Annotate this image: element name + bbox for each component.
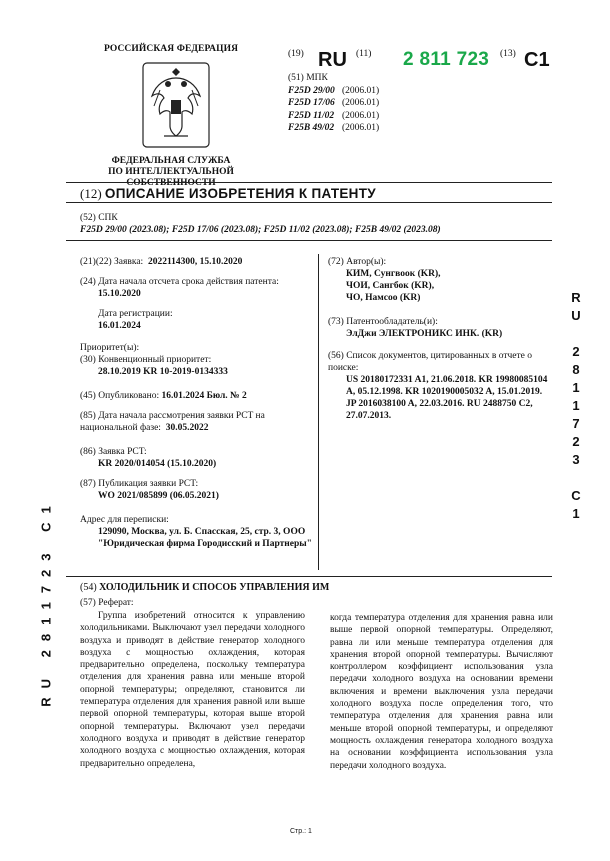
field-86: (86) Заявка PCT: KR 2020/014054 (15.10.2020) — [80, 447, 217, 469]
divider — [66, 240, 552, 241]
patent-number: 2 811 723 — [403, 49, 490, 70]
divider — [66, 576, 552, 577]
author: ЧО, Намсоо (KR) — [346, 293, 421, 303]
priority-block: Приоритет(ы): (30) Конвенционный приоритет: 28.10.2019 KR 10-2019-0134333 — [80, 343, 228, 377]
inid-code-11: (11) — [356, 49, 372, 59]
field-87: (87) Публикация заявки PCT: WO 2021/085899 (06.05.2021) — [80, 479, 219, 501]
country-name: РОССИЙСКАЯ ФЕДЕРАЦИЯ — [104, 44, 239, 54]
divider — [66, 202, 552, 203]
side-patent-number-right: R U 2 8 1 1 7 2 3 C 1 — [571, 290, 581, 521]
coat-of-arms-emblem — [142, 62, 210, 148]
abstract-text-left: Группа изобретений относится к управлению холодильниками. Выключают узел передачи холодного воздуха и приводят в действие генератор холодного воздуха с мощностью охлаждения, которая предварительно определена, поскольку температура отделения для хранения равна или меньше второй опорной температуры; определяют, становится ли температура отделения для хранения равной или выше первой опорной температуры, которая выше второй опорной температуры. Включают узел передачи холодного воздуха и приводят в действие генератор холодного воздуха с мощностью охлаждения, которая предварительно определена, — [80, 611, 305, 769]
field-56: (56) Список документов, цитированных в отчете о поиске: US 20180172331 A1, 21.06.2018. KR 19980085104 A, 05.12.1998. KR 1020190005032 A, 15.01.2019. JP 2016038100 A, 22.03.2016. RU 2488750 C2, 27.07.2013. — [328, 351, 548, 421]
kind-code: C1 — [524, 49, 550, 71]
field-73: (73) Патентообладатель(и): ЭлДжи ЭЛЕКТРОНИКС ИНК. (KR) — [328, 317, 503, 339]
ipc-label: (51) МПК — [288, 73, 328, 83]
inid-code-19: (19) — [288, 49, 304, 59]
side-patent-number-left: RU 2811723 C1 — [38, 497, 54, 707]
field-21-22: (21)(22) Заявка: 2022114300, 15.10.2020 — [80, 257, 243, 267]
abstract-text-right: когда температура отделения для хранения равна или выше первой опорной температуры. Определяют, равна ли или меньше температура отделения для хранения второй опорной температуры. Вычисляют контроллером коэффициент использования узла передачи холодного воздуха на основании времени включения и времени выключения узла передачи холодного воздуха после определения того, что температура отделения для хранения равна или меньше второй опорной температуры, и определяют мощность охлаждения генератора холодного воздуха на основании коэффициента использования узла передачи холодного воздуха. — [330, 613, 553, 771]
agency-name: ФЕДЕРАЛЬНАЯ СЛУЖБА ПО ИНТЕЛЛЕКТУАЛЬНОЙ СОБСТВЕННОСТИ — [108, 156, 234, 188]
page-number: Стр.: 1 — [290, 828, 312, 835]
spk-block: (52) СПК F25D 29/00 (2023.08); F25D 17/06 (2023.08); F25D 11/02 (2023.08); F25B 49/02 (2023.08) — [80, 213, 441, 235]
abstract-label: (57) Реферат: — [80, 598, 134, 608]
field-45: (45) Опубликовано: 16.01.2024 Бюл. № 2 — [80, 391, 247, 401]
author: КИМ, Сунгвоок (KR), — [346, 269, 441, 279]
field-24: (24) Дата начала отсчета срока действия патента: 15.10.2020 — [80, 277, 279, 299]
invention-title: (54) ХОЛОДИЛЬНИК И СПОСОБ УПРАВЛЕНИЯ ИМ — [80, 582, 330, 593]
column-divider — [318, 254, 319, 570]
author: ЧОИ, Сангбок (KR), — [346, 281, 435, 291]
document-title: (12) ОПИСАНИЕ ИЗОБРЕТЕНИЯ К ПАТЕНТУ — [80, 186, 376, 201]
ipc-row: F25D 11/02 (2006.01) — [288, 110, 380, 121]
divider — [66, 182, 552, 183]
ipc-row: F25B 49/02 (2006.01) — [288, 123, 380, 134]
field-72: (72) Автор(ы): КИМ, Сунгвоок (KR), ЧОИ, Сангбок (KR), ЧО, Намсоо (KR) — [328, 256, 553, 304]
ipc-row: F25D 17/06 (2006.01) — [288, 98, 380, 109]
ipc-row: F25D 29/00 (2006.01) — [288, 85, 380, 96]
ipc-block — [288, 72, 379, 135]
registration-date: Дата регистрации: 16.01.2024 — [98, 309, 173, 331]
field-85: (85) Дата начала рассмотрения заявки PCT на национальной фазе: 30.05.2022 — [80, 411, 265, 433]
inid-code-13: (13) — [500, 49, 516, 59]
correspondence-address: Адрес для переписки: 129090, Москва, ул. Б. Спасская, 25, стр. 3, ООО "Юридическая фирма Городисский и Партнеры" — [80, 515, 312, 549]
country-code: RU — [318, 49, 347, 71]
